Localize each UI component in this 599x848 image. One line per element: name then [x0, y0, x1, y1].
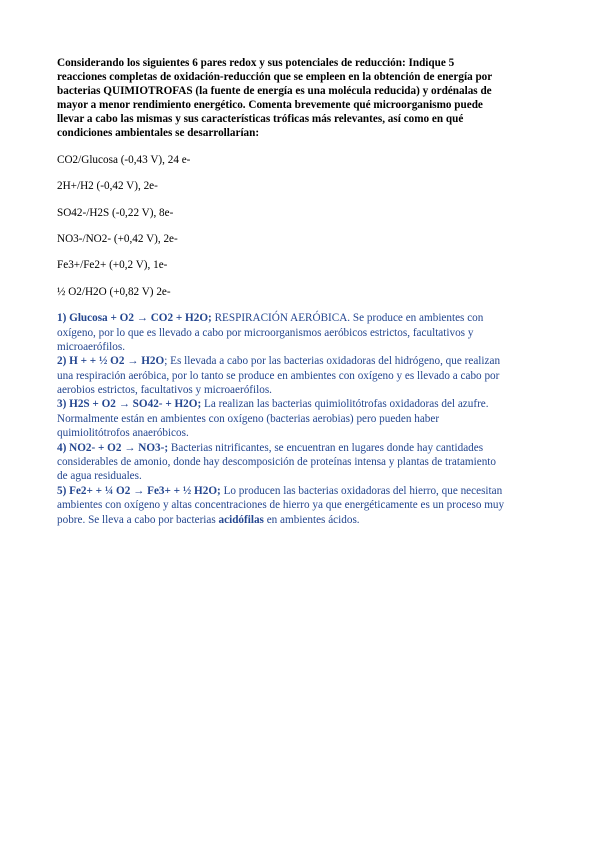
answer-text-line: ambientes con oxígeno y altas concentraciones de hierro ya que energéticamente es un proceso muy	[57, 499, 505, 512]
answers-list	[57, 311, 547, 527]
answer-text-line: de agua residuales.	[57, 470, 142, 483]
answer-text-line: considerables de amonio, donde hay descomposición de proteínas intensa y plantas de tratamiento	[57, 456, 496, 469]
redox-pairs-list	[57, 153, 547, 299]
answer-text-line: aerobios estrictos, facultativos y microaerófilos.	[57, 384, 272, 397]
reaction-equation: 3) H2S + O2 → SO42- + H2O;	[57, 398, 202, 411]
answer-item-5	[57, 484, 547, 527]
answer-text: La realizan las bacterias quimiolitótrofas oxidadoras del azufre.	[201, 398, 489, 411]
answer-item-1	[57, 311, 547, 354]
question-line: mayor a menor rendimiento energético. Comenta brevemente qué microorganismo puede	[57, 99, 483, 111]
document-body	[57, 56, 547, 527]
answer-text: en ambientes ácidos.	[263, 513, 360, 526]
answer-item-4	[57, 441, 547, 484]
emphasized-term: acidófilas	[218, 513, 264, 526]
question-line: llevar a cabo las mismas y sus características tróficas más relevantes, así como en qué	[57, 113, 464, 125]
redox-pair-item: NO3-/NO2- (+0,42 V), 2e-	[57, 233, 178, 246]
question-line: Considerando los siguientes 6 pares redox y sus potenciales de reducción: Indique 5	[57, 57, 455, 69]
answer-text-line: una respiración aeróbica, por lo tanto se produce en ambientes con oxígeno y es llevado a cabo por	[57, 369, 500, 382]
answer-text: ; Es llevada a cabo por las bacterias oxidadoras del hidrógeno, que realizan	[164, 355, 501, 368]
reaction-equation: 4) NO2- + O2 → NO3-;	[57, 441, 169, 454]
redox-pair-item: ½ O2/H2O (+0,82 V) 2e-	[57, 285, 171, 298]
answer-text-line: oxígeno, por lo que es llevado a cabo por microorganismos aeróbicos estrictos, facultativos y	[57, 326, 474, 339]
reaction-equation: 1) Glucosa + O2 → CO2 + H2O;	[57, 312, 212, 325]
redox-pair-item: 2H+/H2 (-0,42 V), 2e-	[57, 180, 158, 193]
answer-text: Lo producen las bacterias oxidadoras del hierro, que necesitan	[220, 484, 503, 497]
answer-text: RESPIRACIÓN AERÓBICA. Se produce en ambientes con	[211, 312, 484, 325]
reaction-equation: 2) H + + ½ O2 → H2O	[57, 355, 165, 368]
answer-text: Bacterias nitrificantes, se encuentran en lugares donde hay cantidades	[168, 441, 484, 454]
question-line: condiciones ambientales se desarrollarían:	[57, 127, 260, 139]
question-line: bacterias QUIMIOTROFAS (la fuente de energía es una molécula reducida) y ordénalas de	[57, 85, 492, 97]
answer-item-2	[57, 354, 547, 397]
answer-text-line: Normalmente están en ambientes con oxígeno (bacterias aerobias) pero pueden haber	[57, 412, 440, 425]
answer-text: pobre. Se lleva a cabo por bacterias	[57, 513, 219, 526]
question-prompt	[57, 56, 547, 140]
answer-text-line	[57, 311, 547, 325]
redox-pair-item: CO2/Glucosa (-0,43 V), 24 e-	[57, 153, 191, 166]
redox-pair-item: Fe3+/Fe2+ (+0,2 V), 1e-	[57, 259, 168, 272]
reaction-equation: 5) Fe2+ + ¼ O2 → Fe3+ + ½ H2O;	[57, 484, 221, 497]
answer-text-line	[57, 513, 547, 527]
answer-item-3	[57, 397, 547, 440]
answer-text-line	[57, 397, 547, 411]
redox-pair-item: SO42-/H2S (-0,22 V), 8e-	[57, 206, 174, 219]
answer-text-line: quimiolitótrofos anaeróbicos.	[57, 427, 189, 440]
question-line: reacciones completas de oxidación-reducción que se empleen en la obtención de energía por	[57, 71, 493, 83]
answer-text-line	[57, 484, 547, 498]
answer-text-line: microaerófilos.	[57, 340, 126, 353]
answer-text-line	[57, 354, 547, 368]
answer-text-line	[57, 441, 547, 455]
